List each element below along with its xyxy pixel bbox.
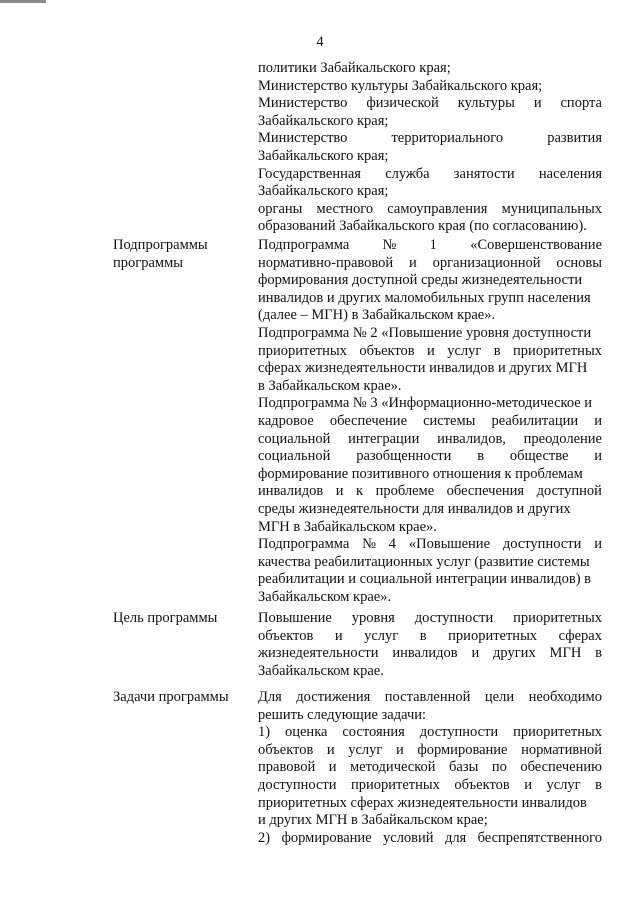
- word: приоритетных сферах жизнедеятельности инвалидов: [258, 794, 587, 811]
- word: развития: [547, 130, 602, 147]
- text-line: [258, 201, 602, 219]
- word: основы: [556, 254, 602, 271]
- word: интеграции: [348, 430, 420, 447]
- word: сферах: [558, 627, 602, 644]
- text-line: [258, 325, 602, 343]
- word: занятости: [453, 165, 515, 182]
- word: и: [427, 342, 435, 359]
- word: в: [595, 776, 602, 793]
- word: услуг: [364, 627, 399, 644]
- word: в: [419, 627, 427, 644]
- text-line: [258, 589, 602, 607]
- word: образований Забайкальского края (по согласованию).: [258, 218, 587, 235]
- text-line: [258, 742, 602, 760]
- text-line: [258, 272, 602, 290]
- word: МГН: [549, 645, 582, 662]
- word: доступности: [419, 724, 499, 741]
- word: доступности: [258, 776, 337, 793]
- word: Забайкальского края;: [258, 112, 389, 129]
- word: услуг: [348, 741, 383, 758]
- word: культуры: [457, 95, 515, 112]
- text-line: [258, 183, 602, 201]
- text-line: [258, 501, 602, 519]
- text-line: [258, 360, 602, 378]
- word: 1): [258, 724, 271, 741]
- word: методической: [349, 759, 436, 776]
- text-line: [258, 218, 602, 236]
- word: объектов: [359, 342, 415, 359]
- text-line: [258, 663, 602, 681]
- executors-block: [258, 60, 602, 236]
- word: инвалидов и других маломобильных групп населения: [258, 289, 591, 306]
- word: Государственная: [258, 165, 361, 182]
- word: Для: [258, 689, 282, 705]
- text-line: [258, 166, 602, 184]
- word: формирование: [281, 829, 372, 846]
- word: социальной: [258, 430, 331, 447]
- tasks-block: [258, 689, 602, 847]
- word: достижения: [296, 689, 371, 705]
- subprograms-block: [258, 237, 602, 606]
- text-line: [258, 812, 602, 830]
- word: и: [594, 536, 602, 553]
- word: объектов: [258, 627, 314, 644]
- text-line: [258, 707, 602, 725]
- text-line: [258, 130, 602, 148]
- word: социальной: [258, 448, 331, 465]
- text-line: [258, 777, 602, 795]
- word: и: [326, 741, 335, 758]
- word: объектов: [258, 741, 314, 758]
- word: и: [594, 412, 602, 429]
- word: 4: [388, 536, 397, 553]
- word: формирование позитивного отношения к проблемам: [258, 465, 583, 482]
- word: в: [595, 645, 602, 662]
- word: Подпрограмма: [258, 237, 350, 253]
- word: 1: [429, 237, 437, 253]
- word: и: [533, 95, 542, 112]
- word: Забайкальском крае.: [258, 662, 384, 679]
- word: доступной: [536, 483, 602, 500]
- word: доступности: [414, 610, 494, 626]
- text-line: [258, 78, 602, 96]
- word: формирование: [417, 741, 508, 758]
- word: уровня: [351, 610, 395, 626]
- word: доступности: [502, 536, 582, 553]
- word: решить следующие задачи:: [258, 706, 427, 723]
- text-line: [258, 554, 602, 572]
- text-line: [258, 448, 602, 466]
- word: и: [524, 776, 532, 793]
- word: инвалидов,: [437, 430, 506, 447]
- text-line: [258, 307, 602, 325]
- word: правовой: [258, 759, 316, 776]
- word: услуг: [447, 342, 482, 359]
- text-line: [258, 571, 602, 589]
- word: и: [594, 448, 602, 465]
- word: Забайкальского края;: [258, 147, 389, 164]
- subprograms-label-line-1: Подпрограммы: [113, 237, 208, 253]
- word: оценка: [284, 724, 328, 741]
- word: обеспечения: [446, 483, 525, 500]
- word: служба: [385, 165, 430, 182]
- word: Забайкальского края;: [258, 183, 389, 200]
- word: №: [362, 536, 376, 553]
- word: спорта: [560, 95, 602, 112]
- word: поставленной: [384, 689, 471, 705]
- text-line: [258, 610, 602, 628]
- word: Министерство: [258, 130, 348, 147]
- word: физической: [366, 95, 439, 112]
- text-line: [258, 483, 602, 501]
- text-line: [258, 60, 602, 78]
- word: (далее – МГН) в Забайкальском крае».: [258, 307, 496, 324]
- word: других: [493, 645, 536, 662]
- word: Министерство культуры Забайкальского края;: [258, 77, 543, 94]
- word: политики Забайкальского края;: [258, 60, 451, 76]
- word: объектов: [454, 776, 510, 793]
- word: и: [409, 254, 417, 271]
- text-line: [258, 830, 602, 848]
- word: инвалидов: [392, 645, 458, 662]
- text-line: [258, 378, 602, 396]
- word: обеспечение: [329, 412, 407, 429]
- word: реабилитации и социальной интеграции инвалидов) в: [258, 571, 592, 588]
- text-line: [258, 413, 602, 431]
- word: и: [334, 627, 343, 644]
- word: в: [477, 448, 485, 465]
- word: реабилитации: [491, 412, 579, 429]
- word: Подпрограмма № 2 «Повышение уровня доступности: [258, 324, 592, 341]
- corner-mark: [0, 0, 46, 3]
- goal-label: Цель программы: [113, 610, 218, 626]
- word: системы: [423, 412, 476, 429]
- text-line: [258, 536, 602, 554]
- word: к: [356, 483, 364, 500]
- text-line: [258, 95, 602, 113]
- goal-block: [258, 610, 602, 680]
- tasks-label: Задачи программы: [113, 689, 229, 705]
- word: формирования доступной среды жизнедеятельности: [258, 272, 583, 289]
- text-line: [258, 759, 602, 777]
- word: обеспечению: [520, 759, 602, 776]
- text-line: [258, 113, 602, 131]
- word: Повышение: [258, 610, 332, 626]
- text-line: [258, 395, 602, 413]
- word: приоритетных: [513, 342, 602, 359]
- subprograms-label-line-2: программы: [113, 254, 183, 271]
- word: обществе: [509, 448, 569, 465]
- word: в Забайкальском крае».: [258, 377, 402, 394]
- word: цели: [484, 689, 515, 705]
- word: органы: [258, 200, 303, 217]
- word: инвалидов: [258, 483, 324, 500]
- word: Министерство: [258, 95, 348, 112]
- word: базы: [449, 759, 479, 776]
- word: и: [395, 741, 404, 758]
- word: Подпрограмма: [258, 536, 350, 553]
- text-line: [258, 795, 602, 813]
- word: сферах жизнедеятельности инвалидов и других МГН: [258, 360, 588, 377]
- word: в: [493, 342, 501, 359]
- word: «Совершенствование: [470, 237, 602, 253]
- word: Забайкальском крае».: [258, 588, 392, 605]
- word: кадровое: [258, 412, 314, 429]
- subprograms-label: [113, 237, 253, 272]
- word: нормативной: [521, 741, 602, 758]
- word: муниципальных: [501, 200, 602, 217]
- word: местного: [316, 200, 374, 217]
- text-line: [258, 689, 602, 707]
- word: разобщенности: [356, 448, 452, 465]
- word: населения: [538, 165, 602, 182]
- word: проблеме: [375, 483, 435, 500]
- text-line: [258, 290, 602, 308]
- word: нормативно-правовой: [258, 254, 394, 271]
- text-line: [258, 343, 602, 361]
- word: №: [382, 237, 397, 253]
- text-line: [258, 628, 602, 646]
- word: организационной: [432, 254, 541, 271]
- word: услуг: [546, 776, 581, 793]
- text-line: [258, 431, 602, 449]
- word: приоритетных: [513, 610, 602, 626]
- word: и других МГН в Забайкальском крае;: [258, 812, 488, 829]
- word: самоуправления: [387, 200, 488, 217]
- word: 2): [258, 829, 271, 846]
- word: МГН в Забайкальском крае».: [258, 518, 437, 535]
- word: приоритетных: [448, 627, 538, 644]
- word: территориального: [391, 130, 504, 147]
- word: преодоление: [523, 430, 602, 447]
- word: состояния: [342, 724, 405, 741]
- word: для: [444, 829, 467, 846]
- page-number: 4: [316, 34, 324, 50]
- word: Подпрограмма № 3 «Информационно-методическое и: [258, 395, 593, 412]
- text-line: [258, 466, 602, 484]
- text-line: [258, 148, 602, 166]
- text-line: [258, 237, 602, 255]
- word: и: [328, 759, 337, 776]
- text-line: [258, 255, 602, 273]
- word: среды жизнедеятельности для инвалидов и других: [258, 500, 571, 517]
- text-line: [258, 519, 602, 537]
- word: по: [491, 759, 507, 776]
- word: качества реабилитационных услуг (развитие системы: [258, 553, 590, 570]
- word: приоритетных: [258, 342, 347, 359]
- word: «Повышение: [408, 536, 491, 553]
- word: приоритетных: [513, 724, 602, 741]
- word: условий: [383, 829, 434, 846]
- text-line: [258, 645, 602, 663]
- word: беспрепятственного: [477, 829, 602, 846]
- word: и: [471, 645, 480, 662]
- word: приоритетных: [351, 776, 440, 793]
- word: необходимо: [528, 689, 602, 705]
- text-line: [258, 724, 602, 742]
- word: и: [335, 483, 344, 500]
- word: жизнедеятельности: [258, 645, 379, 662]
